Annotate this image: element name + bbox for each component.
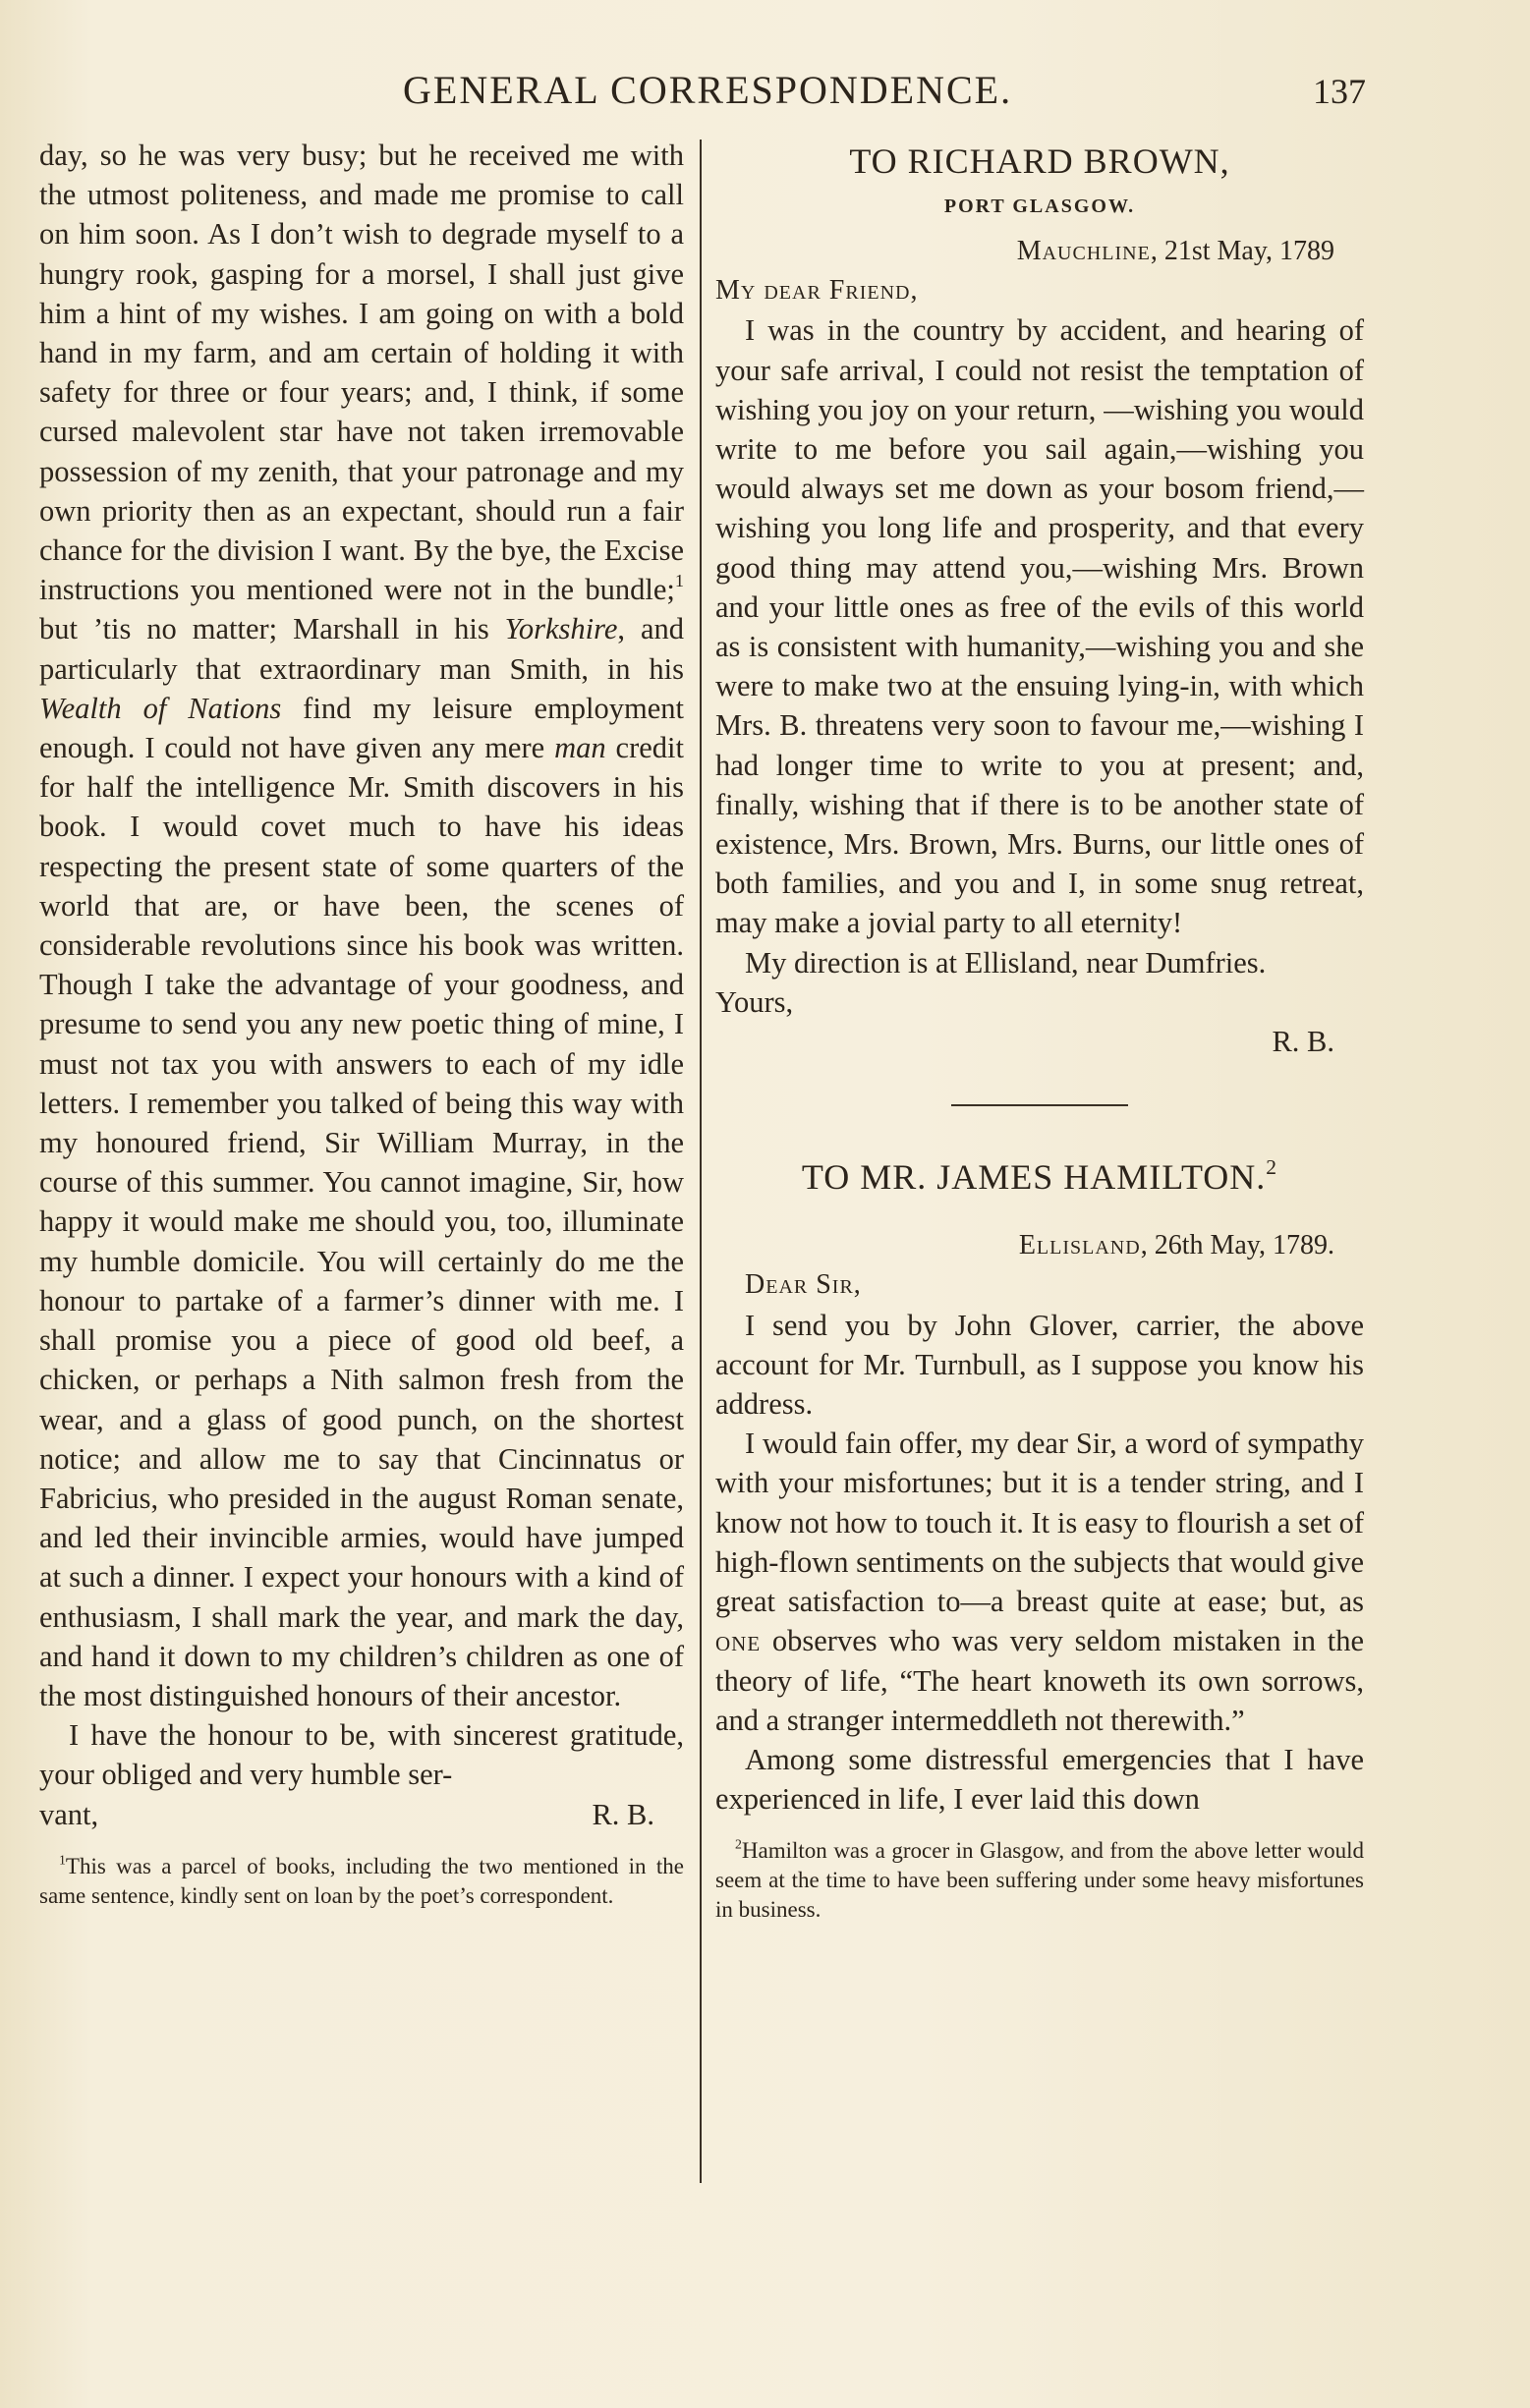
footnote-1	[39, 1852, 684, 1911]
footnote-text-2: Hamilton was a grocer in Glasgow, and from the above letter would seem at the time to have been suffering under some heavy misfortunes in business.	[715, 1838, 1364, 1923]
letter-body-continued: day, so he was very busy; but he received me with the utmost politeness, and made me promise to call on him soon. As I don’t wish to degrade myself to a hungry rook, gasping for a morsel, I shall just give him a hint of my wishes. I am going on with a bold hand in my farm, and am certain of holding it with safety for three or four years; and, I think, if some cursed malevolent star have not taken irremovable possession of my zenith, that your patronage and my own priority then as an expectant, should run a fair chance for the division I want. By the bye, the Excise instructions you mentioned were not in the bundle;$^1$ but ’tis no matter; Marshall in his Yorkshire, and particularly that extraordinary man Smith, in his Wealth of Nations find my leisure employment enough. I could not have given any mere man credit for half the intelligence Mr. Smith discovers in his book. I would covet much to have his ideas respecting the present state of some quarters of the world that are, or have been, the scenes of considerable revolutions since his book was written. Though I take the advantage of your goodness, and presume to send you any new poetic thing of mine, I must not tax you with answers to each of my idle letters. I remember you talked of being this way with my honoured friend, Sir William Murray, in the course of this summer. You cannot imagine, Sir, how happy it would make me should you, too, illuminate my humble domicile. You will certainly do me the honour to partake of a farmer’s dinner with me. I shall promise you a piece of good old beef, a chicken, or perhaps a Nith salmon fresh from the wear, and a glass of good punch, on the shortest notice; and allow me to say that Cincinnatus or Fabricius, who presided in the august Roman senate, and led their invincible armies, would have jumped at such a dinner. I expect your honours with a kind of enthusiasm, I shall mark the year, and mark the day, and hand it down to my children’s children as one of the most distinguished honours of their ancestor.	[39, 139, 685, 1712]
salutation-brown: My dear Friend,	[715, 275, 919, 307]
closing-signature-line	[39, 1795, 684, 1834]
title-wealth-of-nations: Wealth of Nations	[39, 691, 282, 725]
running-title: GENERAL CORRESPONDENCE.	[403, 68, 1013, 112]
emphasis-one: one	[715, 1624, 762, 1658]
letter-para3-hamilton: Among some distressful emergencies that I have experienced in life, I ever laid this down	[715, 1742, 1364, 1817]
letter-heading-hamilton: TO MR. JAMES HAMILTON.$^2$	[801, 1155, 1278, 1198]
section-divider	[951, 1104, 1128, 1106]
running-head	[39, 67, 1366, 116]
dateline-brown: Mauchline, 21st May, 1789	[1016, 236, 1334, 266]
footnote-mark-1: 1	[59, 1852, 66, 1868]
letter-body-brown: I was in the country by accident, and hearing of your safe arrival, I could not resist the temptation of wishing you joy on your return, —wishing you would write to me before you sail again,—wishing you would always set me down as your bosom friend,—wishing you long life and prosperity, and that every good thing may attend you,—wishing Mrs. Brown and your little ones as free of the evils of this world as is consistent with humanity,—wishing you and she were to make two at the ensuing lying-in, with which Mrs. B. threatens very soon to favour me,—wishing I had longer time to write to you at present; and, finally, wishing that if there is to be another state of existence, Mrs. Brown, Mrs. Burns, our little ones of both families, and you and I, in some snug retreat, may make a jovial party to all eternity!	[715, 313, 1364, 940]
column-divider	[700, 140, 702, 2183]
signature: R. B.	[592, 1797, 654, 1831]
signature-brown: R. B.	[1272, 1025, 1334, 1059]
page-number: 137	[1313, 72, 1366, 111]
closing-paragraph: I have the honour to be, with sincerest gratitude, your obliged and very humble ser-	[39, 1718, 684, 1792]
direction-brown: My direction is at Ellisland, near Dumfries.	[745, 945, 1267, 980]
salutation-hamilton: Dear Sir,	[745, 1269, 862, 1301]
footnote-ref-1: 1	[674, 571, 684, 591]
title-yorkshire: Yorkshire	[504, 612, 618, 646]
letter-para2-hamilton: I would fain offer, my dear Sir, a word of sympathy with your misfortunes; but it is a tender string, and I know not how to touch it. It is easy to flourish a set of high-flown sentiments on the subjects that would give great satisfaction to—a breast quite at ease; but, as one observes who was very seldom mistaken in the theory of life, “The heart knoweth its own sorrows, and a stranger intermeddleth not therewith.”	[715, 1427, 1364, 1737]
right-column	[715, 136, 1364, 1925]
footnote-mark-2: 2	[735, 1836, 742, 1852]
footnote-2	[715, 1836, 1364, 1925]
letter-heading-brown: TO RICHARD BROWN,	[849, 141, 1230, 181]
letter-para1-hamilton: I send you by John Glover, carrier, the above account for Mr. Turnbull, as I suppose you know his address.	[715, 1308, 1364, 1422]
closing-word: vant,	[39, 1797, 99, 1831]
letter-subheading-brown: PORT GLASGOW.	[943, 196, 1136, 217]
footnote-text-1: This was a parcel of books, including the two mentioned in the same sentence, kindly sent on loan by the poet’s correspondent.	[39, 1853, 684, 1908]
footnote-ref-2: 2	[1266, 1155, 1278, 1180]
emphasis-man: man	[554, 731, 606, 765]
closing-brown: Yours,	[715, 984, 794, 1019]
dateline-hamilton: Ellisland, 26th May, 1789.	[1018, 1230, 1334, 1261]
left-column	[39, 136, 684, 1911]
